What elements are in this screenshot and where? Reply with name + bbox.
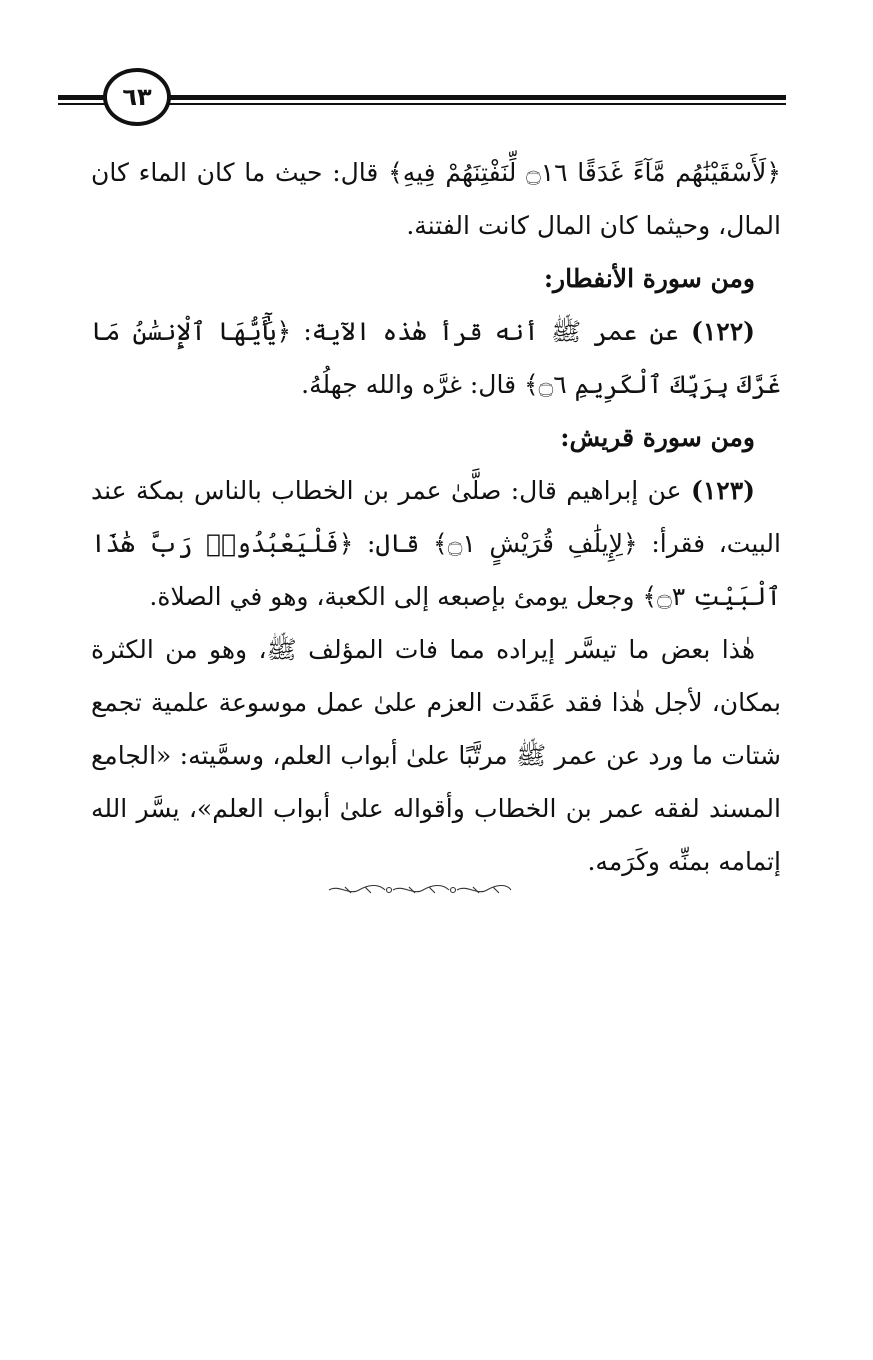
narration-122 <box>91 305 781 411</box>
narration-number: (١٢٣) <box>691 476 755 505</box>
page-header <box>58 68 786 130</box>
page-body <box>91 146 781 888</box>
section-heading-infitar: ومن سورة الأنفطار: <box>543 264 755 293</box>
page-number: ٦٣ <box>103 68 171 126</box>
continuation-line-2: وحيثما كان المال كانت الفتنة. <box>406 211 711 240</box>
continuation-line-1: ﴿لَأَسْقَيْنَٰهُم مَّآءً غَدَقًا ۝١٦ لِّنَفْتِنَهُمْ فِيهِ﴾ قال: حيث ما كان الماء كان المال، <box>91 158 781 240</box>
section-heading-quraysh: ومن سورة قريش: <box>560 423 755 452</box>
paragraph-continuation <box>91 146 781 252</box>
section-end-ornament-icon <box>325 882 515 898</box>
narration-number: (١٢٢) <box>691 317 755 346</box>
narration-text: عن إبراهيم قال: صلَّىٰ عمر بن الخطاب بالناس بمكة عند البيت، فقرأ: ﴿لِإِيلَٰفِ قُرَيْشٍ ۝١﴾ قال: ﴿فَلْيَعْبُدُوا۟ رَبَّ هَٰذَا ٱلْبَيْتِ ۝٣﴾ وجعل يومئ بإصبعه إلى الكعبة، وهو في الصلاة. <box>91 476 781 611</box>
narration-123 <box>91 464 781 623</box>
narration-text: عن عمر ﷺ أنه قرأ هٰذه الآية: ﴿يَٰٓأَيُّهَا ٱلْإِنسَٰنُ مَا غَرَّكَ بِرَبِّكَ ٱلْكَرِيمِ ۝٦﴾ قال: غرَّه والله جهلُهُ. <box>91 317 781 399</box>
closing-paragraph: هٰذا بعض ما تيسَّر إيراده مما فات المؤلف ﷺ، وهو من الكثرة بمكان، لأجل هٰذا فقد عَقَدت العزم علىٰ عمل موسوعة علمية تجمع شتات ما ورد عن عمر ﷺ مرتَّبًا علىٰ أبواب العلم، وسمَّيته: «الجامع المسند لفقه عمر بن الخطاب وأقواله علىٰ أبواب العلم»، يسَّر الله إتمامه بمنِّه وكَرَمه. <box>91 635 781 876</box>
